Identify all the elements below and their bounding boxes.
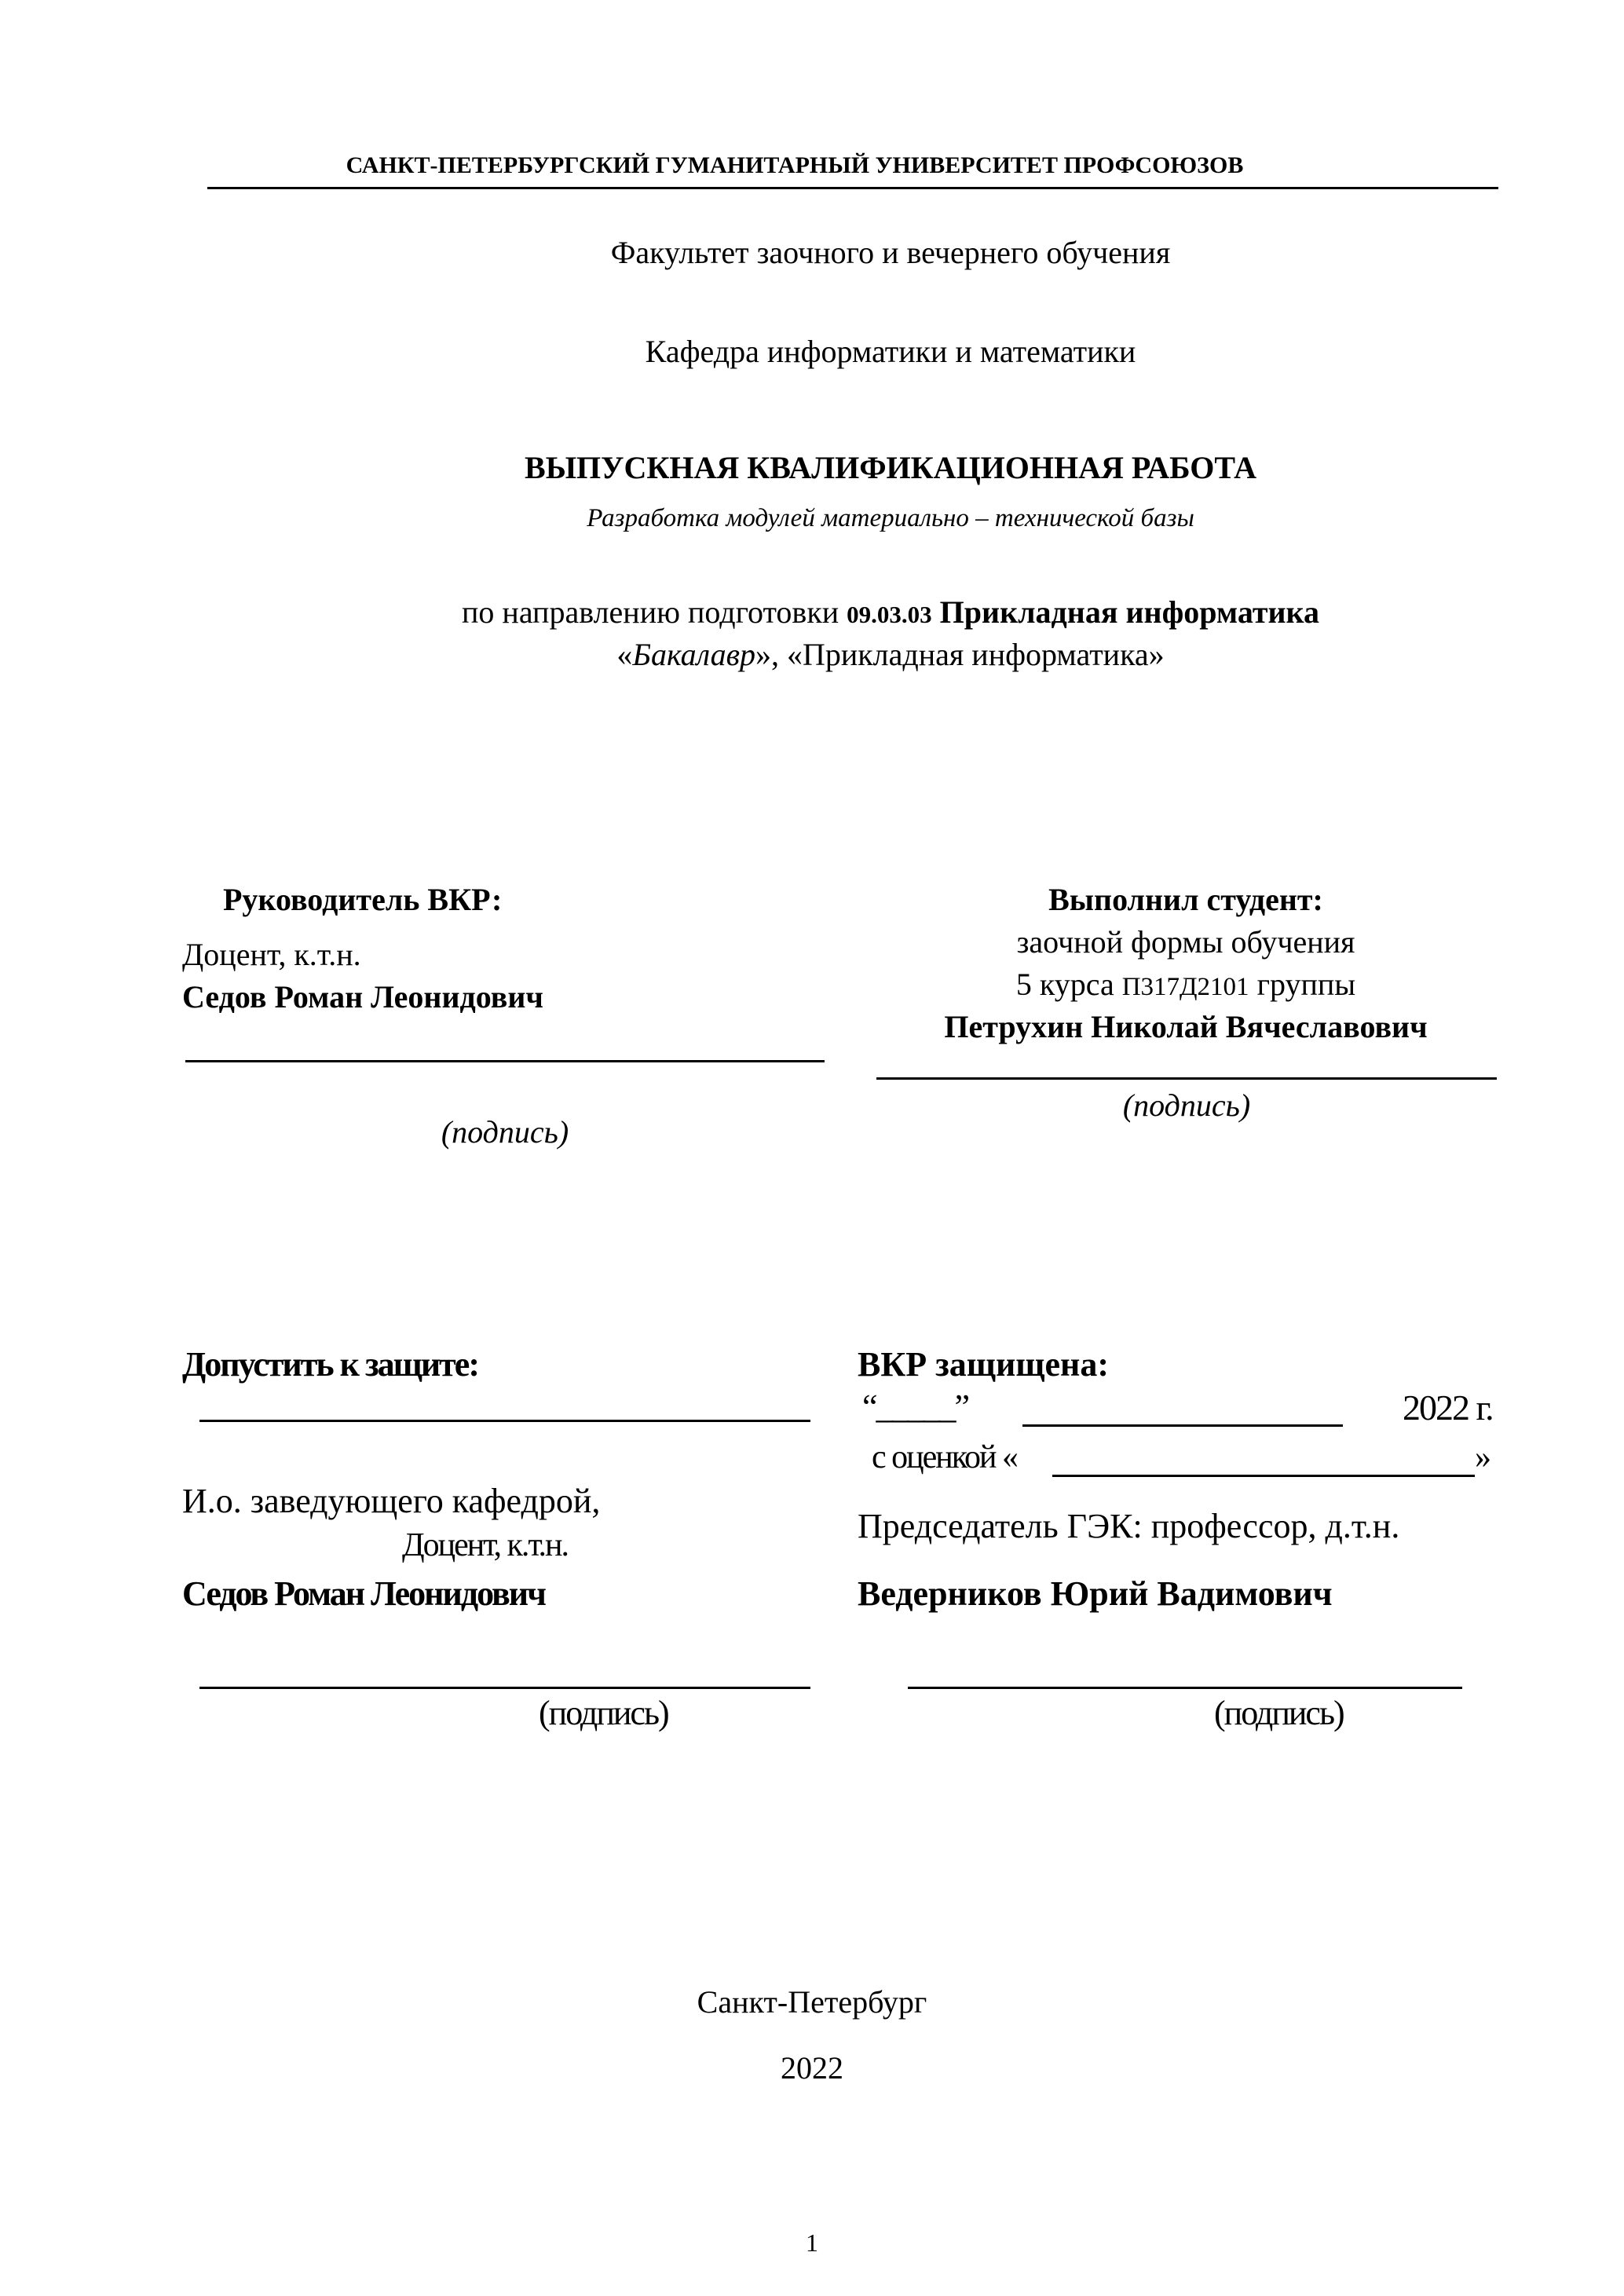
defense-chair-title: Председатель ГЭК: профессор, д.т.н. (858, 1507, 1400, 1545)
defense-date-month-line (1022, 1424, 1343, 1427)
student-signature-line (876, 1077, 1497, 1080)
defense-grade-suffix: » (1475, 1439, 1490, 1475)
degree-open-quote: « (616, 637, 633, 672)
admission-signature-line (199, 1687, 810, 1689)
student-name: Петрухин Николай Вячеславович (944, 1009, 1428, 1044)
degree-program: », «Прикладная информатика» (755, 637, 1165, 672)
supervisor-position: Доцент, к.т.н. (182, 937, 361, 972)
student-group-suffix: группы (1249, 967, 1356, 1002)
admission-role: И.о. заведующего кафедрой, (182, 1482, 601, 1520)
defense-signature-label: (подпись) (1214, 1694, 1344, 1732)
defense-date-year: 2022 г. (1403, 1387, 1493, 1428)
direction-line (184, 594, 1597, 631)
direction-code: 09.03.03 (847, 601, 932, 628)
supervisor-name: Седов Роман Леонидович (182, 979, 543, 1015)
header-divider (207, 187, 1498, 189)
university-name: САНКТ-ПЕТЕРБУРГСКИЙ ГУМАНИТАРНЫЙ УНИВЕРСИТЕТ ПРОФСОЮЗОВ (346, 152, 1244, 178)
student-course: 5 курса (1015, 967, 1122, 1002)
supervisor-signature-line (185, 1060, 825, 1062)
degree-name: Бакалавр (632, 637, 755, 672)
footer-year: 2022 (781, 2050, 843, 2086)
student-heading: Выполнил студент: (1048, 882, 1323, 917)
supervisor-heading: Руководитель ВКР: (223, 882, 503, 917)
direction-name: Прикладная информатика (939, 594, 1319, 630)
admission-name: Седов Роман Леонидович (182, 1574, 545, 1613)
defense-grade-prefix: с оценкой « (872, 1439, 1017, 1475)
admission-signature-label: (подпись) (539, 1694, 668, 1732)
admission-heading: Допустить к защите: (182, 1345, 478, 1384)
work-type-title: ВЫПУСКНАЯ КВАЛИФИКАЦИОННАЯ РАБОТА (525, 450, 1256, 485)
supervisor-signature-label: (подпись) (441, 1114, 569, 1150)
direction-prefix: по направлению подготовки (462, 594, 847, 630)
degree-line (184, 636, 1597, 673)
student-group-code: П317Д2101 (1121, 973, 1249, 1001)
student-course-group (872, 966, 1500, 1003)
admission-position: Доцент, к.т.н. (402, 1527, 569, 1563)
admission-approval-line (199, 1420, 810, 1422)
defense-signature-line (908, 1687, 1462, 1689)
defense-grade-line (1052, 1475, 1475, 1477)
defense-date-day: “_____” (862, 1387, 969, 1426)
student-study-form: заочной формы обучения (1016, 924, 1355, 960)
page-number: 1 (806, 2228, 818, 2257)
department-name: Кафедра информатики и математики (645, 334, 1136, 369)
student-signature-label: (подпись) (1122, 1088, 1251, 1123)
work-topic: Разработка модулей материально – технической базы (587, 504, 1194, 532)
faculty-name: Факультет заочного и вечернего обучения (610, 235, 1171, 270)
defense-heading: ВКР защищена: (858, 1345, 1109, 1384)
defense-chair-name: Ведерников Юрий Вадимович (858, 1574, 1333, 1613)
footer-city: Санкт-Петербург (697, 1984, 927, 2020)
